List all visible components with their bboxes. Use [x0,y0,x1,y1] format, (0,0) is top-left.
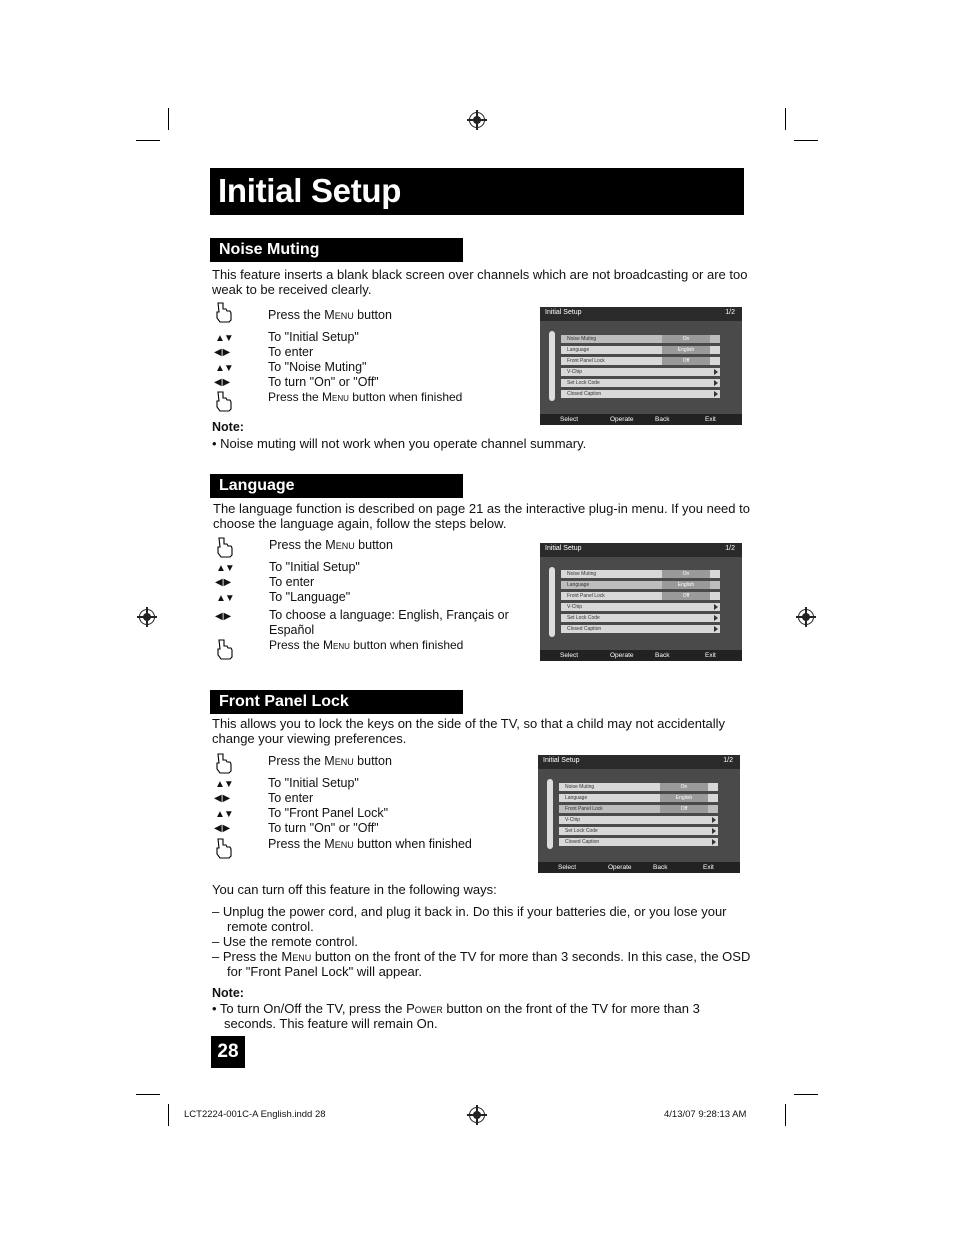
osd-row: Language English [561,346,720,354]
step-press-menu: Press the Menu button [268,754,392,768]
up-down-arrows-icon: ▲▼ [215,809,233,820]
up-down-arrows-icon: ▲▼ [215,333,233,344]
note-text: • To turn On/Off the TV, press the Power button on the front of the TV for more than 3 seconds. This feature will remain On. [212,1001,700,1031]
up-down-arrows-icon: ▲▼ [215,363,233,374]
crop-mark [168,108,169,130]
crop-mark [785,1104,786,1126]
registration-mark-icon [469,1107,485,1123]
osd-row: Language English [559,794,718,802]
page-title: Initial Setup [218,172,402,209]
osd-row: V-Chip [559,816,718,824]
left-right-arrows-icon: ◀ ▶ [214,347,230,358]
step-text: To "Initial Setup" [268,330,359,344]
intro-text: This allows you to lock the keys on the side of the TV, so that a child may not accidentally change your viewing preferences. [212,716,726,746]
page-number: 28 [211,1036,245,1068]
step-press-menu: Press the Menu button [268,308,392,322]
osd-row: Closed Caption [561,625,720,633]
osd-row: Closed Caption [559,838,718,846]
note-heading: Note: [212,420,244,434]
section-header-noise-muting: Noise Muting [210,238,463,262]
osd-row: Set Lock Code [561,614,720,622]
scrollbar [549,331,555,401]
osd-screen-language: Initial Setup 1/2 Noise Muting On Language English Front Panel Lock Off V-Chip Set Lock Code Closed Caption Select Operate Back Exit [540,543,742,661]
step-text: To enter [269,575,315,589]
osd-row: Noise Muting On [561,570,720,578]
step-press-menu-finished: Press the Menu button when finished [268,390,463,404]
hand-press-icon [213,301,235,323]
crop-mark [785,108,786,130]
note-text: • Noise muting will not work when you operate channel summary. [212,436,587,451]
crop-mark [136,140,160,141]
osd-row: Front Panel Lock Off [561,592,720,600]
crop-mark [136,1094,160,1095]
osd-row: Closed Caption [561,390,720,398]
left-right-arrows-icon: ◀ ▶ [214,823,230,834]
intro-text: This feature inserts a blank black screen over channels which are not broadcasting or are too weak to be received clearly. [212,267,748,297]
left-right-arrows-icon: ◀ ▶ [214,377,230,388]
step-press-menu-finished: Press the Menu button when finished [268,837,472,851]
step-text: To "Language" [269,590,351,604]
osd-row: Front Panel Lock Off [559,805,718,813]
osd-screen-front-panel-lock: Initial Setup 1/2 Noise Muting On Language English Front Panel Lock Off V-Chip Set Lock Code Closed Caption Select Operate Back Exit [538,755,740,873]
osd-row: Set Lock Code [561,379,720,387]
hand-press-icon [213,752,235,774]
registration-mark-icon [798,609,814,625]
scrollbar [547,779,553,849]
page-title-bar [210,168,744,215]
up-down-arrows-icon: ▲▼ [216,593,234,604]
step-text: To "Front Panel Lock" [268,806,389,820]
step-press-menu-finished: Press the Menu button when finished [269,638,464,652]
step-text: To "Initial Setup" [268,776,359,790]
ways-intro: You can turn off this feature in the following ways: [212,882,497,897]
crop-mark [794,1094,818,1095]
registration-mark-icon [469,112,485,128]
left-right-arrows-icon: ◀ ▶ [215,577,231,588]
section-header-front-panel-lock: Front Panel Lock [210,690,463,714]
osd-row: Set Lock Code [559,827,718,835]
step-text: To "Noise Muting" [268,360,367,374]
hand-press-icon [214,638,236,660]
step-text: To turn "On" or "Off" [268,821,379,835]
scrollbar [549,567,555,637]
osd-row: Noise Muting On [561,335,720,343]
step-text: To "Initial Setup" [269,560,360,574]
footer-date: 4/13/07 9:28:13 AM [664,1109,747,1120]
step-text: To choose a language: English, Français or Español [269,608,509,637]
section-header-language: Language [210,474,463,498]
step-press-menu: Press the Menu button [269,538,393,552]
osd-row: Language English [561,581,720,589]
step-text: To enter [268,791,314,805]
left-right-arrows-icon: ◀ ▶ [215,611,231,622]
hand-press-icon [214,536,236,558]
registration-mark-icon [139,609,155,625]
osd-row: Noise Muting On [559,783,718,791]
osd-row: V-Chip [561,368,720,376]
step-text: To enter [268,345,314,359]
osd-row: Front Panel Lock Off [561,357,720,365]
step-text: To turn "On" or "Off" [268,375,379,389]
crop-mark [794,140,818,141]
up-down-arrows-icon: ▲▼ [215,779,233,790]
osd-screen-noise-muting: Initial Setup 1/2 Noise Muting On Language English Front Panel Lock Off V-Chip Set Lock Code Closed Caption Select Operate Back Exit [540,307,742,425]
footer-file: LCT2224-001C-A English.indd 28 [184,1109,326,1120]
crop-mark [168,1104,169,1126]
ways-list: – Unplug the power cord, and plug it back in. Do this if your batteries die, or you lose your remote control. – Use the remote control. – Press the Menu button on the front of the TV for more than 3 seconds. In this case, the OSD for "Front Panel Lock" will appear. [212,904,751,979]
hand-press-icon [213,837,235,859]
up-down-arrows-icon: ▲▼ [216,563,234,574]
intro-text: The language function is described on page 21 as the interactive plug-in menu. If you need to choose the language again, follow the steps below. [213,501,750,531]
hand-press-icon [213,390,235,412]
osd-row: V-Chip [561,603,720,611]
left-right-arrows-icon: ◀ ▶ [214,793,230,804]
note-heading: Note: [212,986,244,1000]
